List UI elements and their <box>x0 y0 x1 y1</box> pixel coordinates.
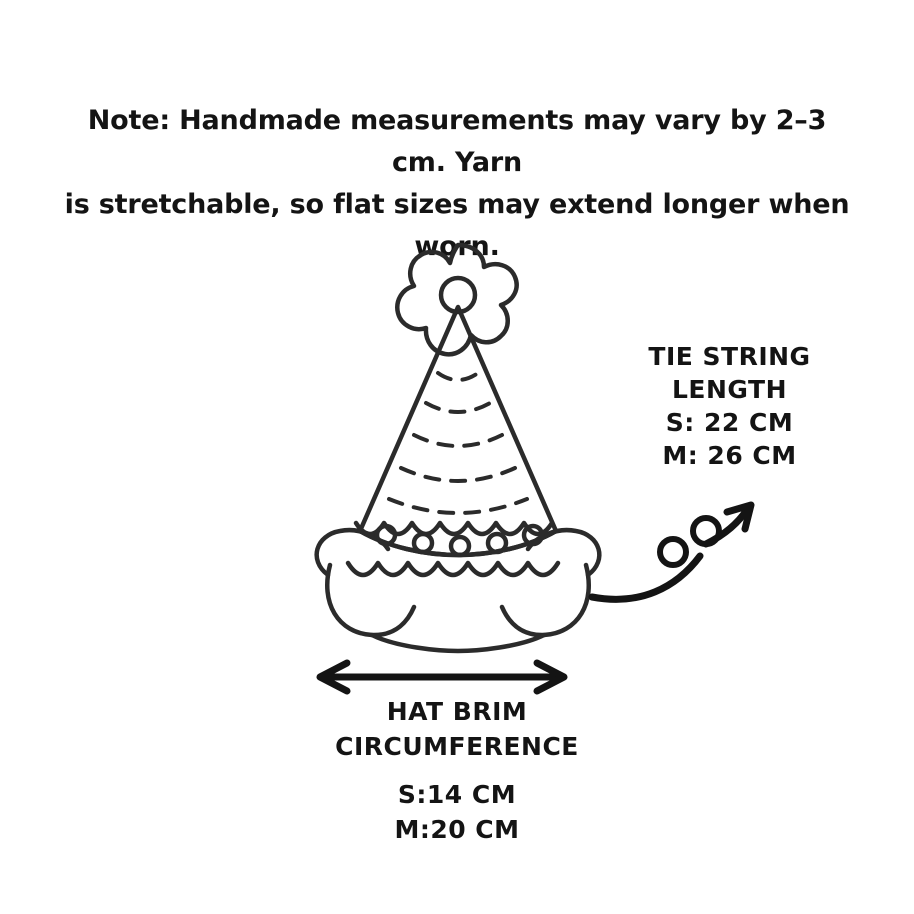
hat-drawing-svg <box>268 235 648 655</box>
tie-string-label <box>612 340 847 472</box>
dot-2 <box>414 534 432 552</box>
tie-string-arrow-curve <box>706 508 748 544</box>
hat-brim-label <box>317 695 597 847</box>
hat-brim-title-line-1: HAT BRIM <box>386 697 528 726</box>
head-bottom <box>372 635 544 651</box>
note-line-1: Note: Handmade measurements may vary by 2–3 cm. Yarn <box>87 105 827 178</box>
tie-string-arrow-loop-2 <box>693 518 719 544</box>
hat-brim-title-line-2: CIRCUMFERENCE <box>335 731 579 761</box>
flower-petals <box>397 245 516 354</box>
hat-brim-size-m: M:20 CM <box>394 814 520 844</box>
brim-arrow-head-left <box>320 663 347 691</box>
head-left-contour <box>327 565 414 635</box>
zigzag-stitch-lines <box>389 373 527 513</box>
dot-3 <box>451 537 469 555</box>
tie-string-arrow-loop-1 <box>660 539 686 565</box>
note-line-2: is stretchable, so flat sizes may extend longer when worn. <box>64 188 850 262</box>
hat-illustration <box>268 235 648 655</box>
cone-outline <box>360 307 556 555</box>
flower-topper <box>397 245 516 354</box>
tie-string-title-line-1: TIE STRING <box>648 342 811 371</box>
tie-string-title-line-2: LENGTH <box>672 375 787 404</box>
brim-arrow-head-right <box>537 663 564 691</box>
hat-brim-size-s: S:14 CM <box>397 780 517 809</box>
scallop-trim-lower <box>348 563 558 575</box>
tie-string-size-s: S: 22 CM <box>665 408 794 437</box>
tie-string-size-m: M: 26 CM <box>662 441 797 470</box>
tie-string-arrow-head <box>727 505 751 529</box>
